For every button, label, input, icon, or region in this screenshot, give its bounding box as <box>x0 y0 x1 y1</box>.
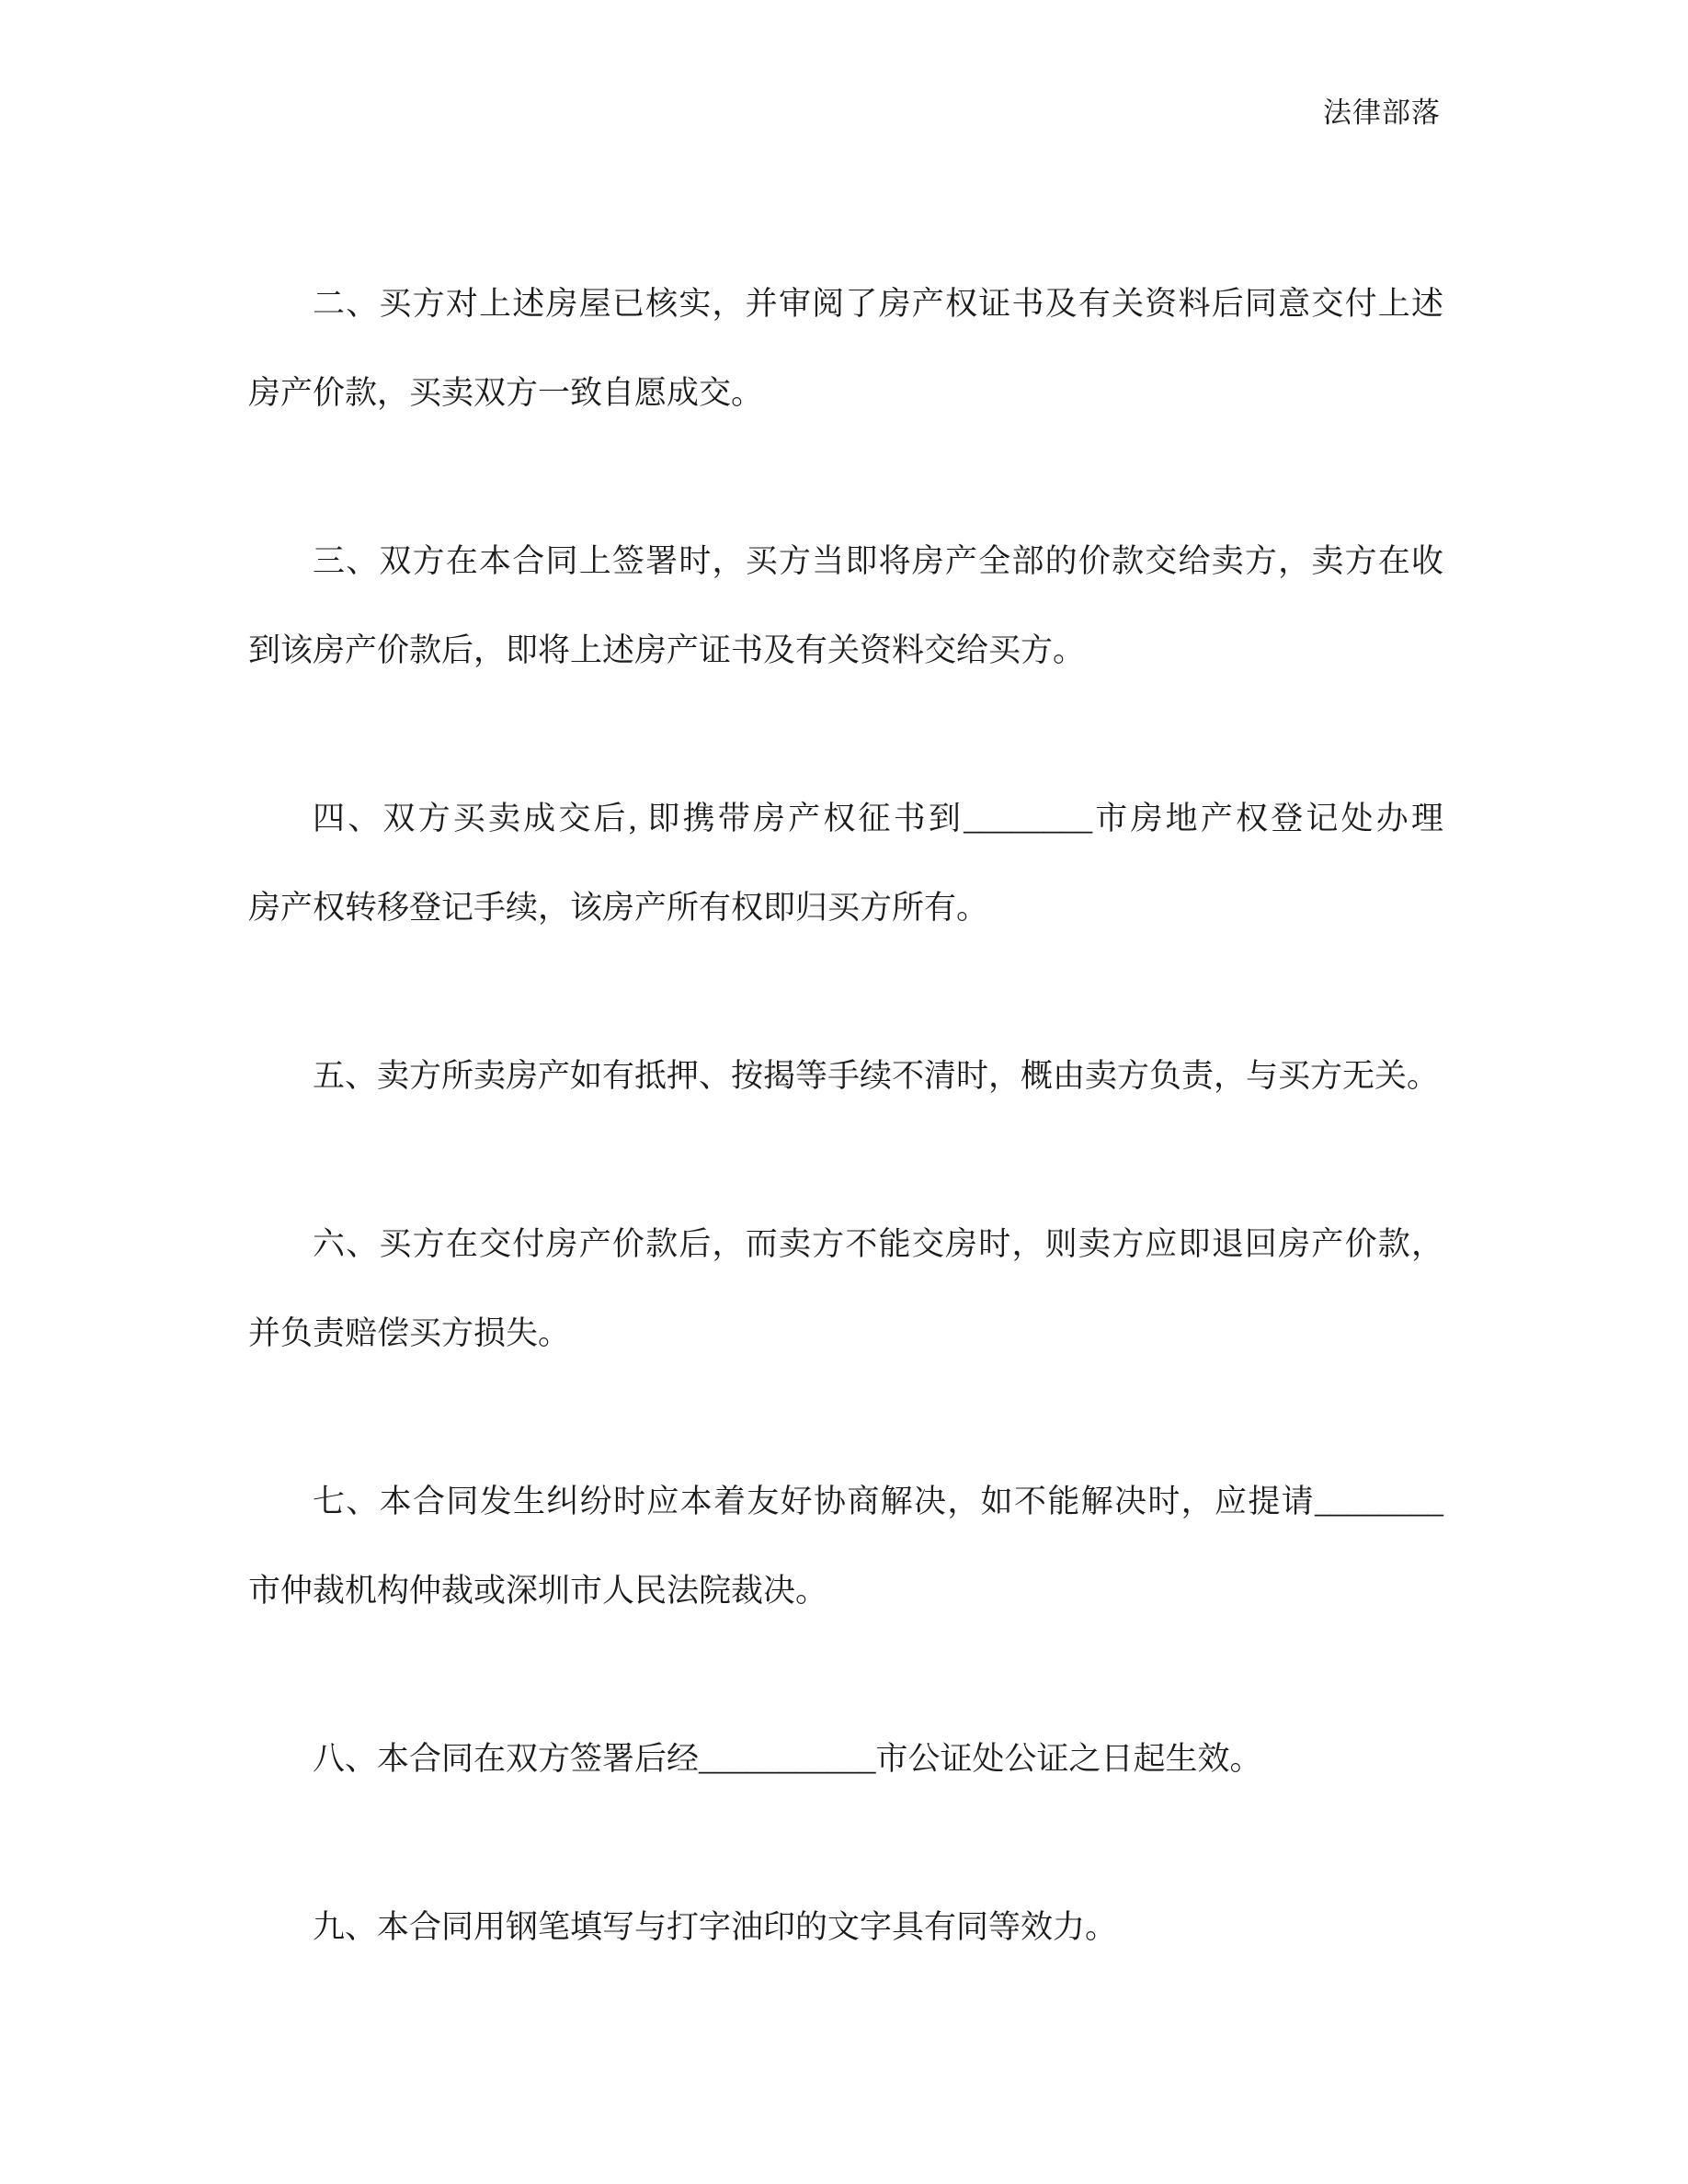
clause-line: 市仲裁机构仲裁或深圳市人民法院裁决。 <box>248 1573 828 1609</box>
clause-paragraph-5 <box>248 1031 1443 1120</box>
clause-line: 八、本合同在双方签署后经___________市公证处公证之日起生效。 <box>313 1741 1262 1777</box>
clause-line: 二、买方对上述房屋已核实，并审阅了房产权证书及有关资料后同意交付上述 <box>313 286 1443 322</box>
clause-line: 九、本合同用钢笔填写与打字油印的文字具有同等效力。 <box>313 1909 1118 1945</box>
clause-line: 七、本合同发生纠纷时应本着友好协商解决，如不能解决时，应提请________ <box>313 1484 1443 1519</box>
clause-line: 房产权转移登记手续，该房产所有权即归买方所有。 <box>248 890 989 926</box>
clause-line: 三、双方在本合同上签署时，买方当即将房产全部的价款交给卖方，卖方在收 <box>313 543 1443 579</box>
clause-line: 五、卖方所卖房产如有抵押、按揭等手续不清时，概由卖方负责，与买方无关。 <box>313 1058 1440 1094</box>
clause-paragraph-3 <box>248 517 1443 695</box>
clause-paragraph-7 <box>248 1457 1443 1635</box>
clause-line: 六、买方在交付房产价款后，而卖方不能交房时，则卖方应即退回房产价款， <box>313 1226 1443 1262</box>
clause-line: 房产价款，买卖双方一致自愿成交。 <box>248 375 764 411</box>
clause-paragraph-8 <box>248 1714 1443 1803</box>
brand-watermark: 法律部落 <box>1323 97 1441 129</box>
clause-paragraph-6 <box>248 1200 1443 1378</box>
contract-body <box>248 259 1443 1972</box>
clause-paragraph-2 <box>248 259 1443 438</box>
clause-line: 四、双方买卖成交后, 即携带房产权征书到________市房地产权登记处办理 <box>313 801 1443 836</box>
clause-paragraph-4 <box>248 774 1443 952</box>
clause-paragraph-9 <box>248 1883 1443 1972</box>
clause-line: 并负责赔偿买方损失。 <box>248 1315 571 1351</box>
clause-line: 到该房产价款后，即将上述房产证书及有关资料交给买方。 <box>248 632 1086 668</box>
